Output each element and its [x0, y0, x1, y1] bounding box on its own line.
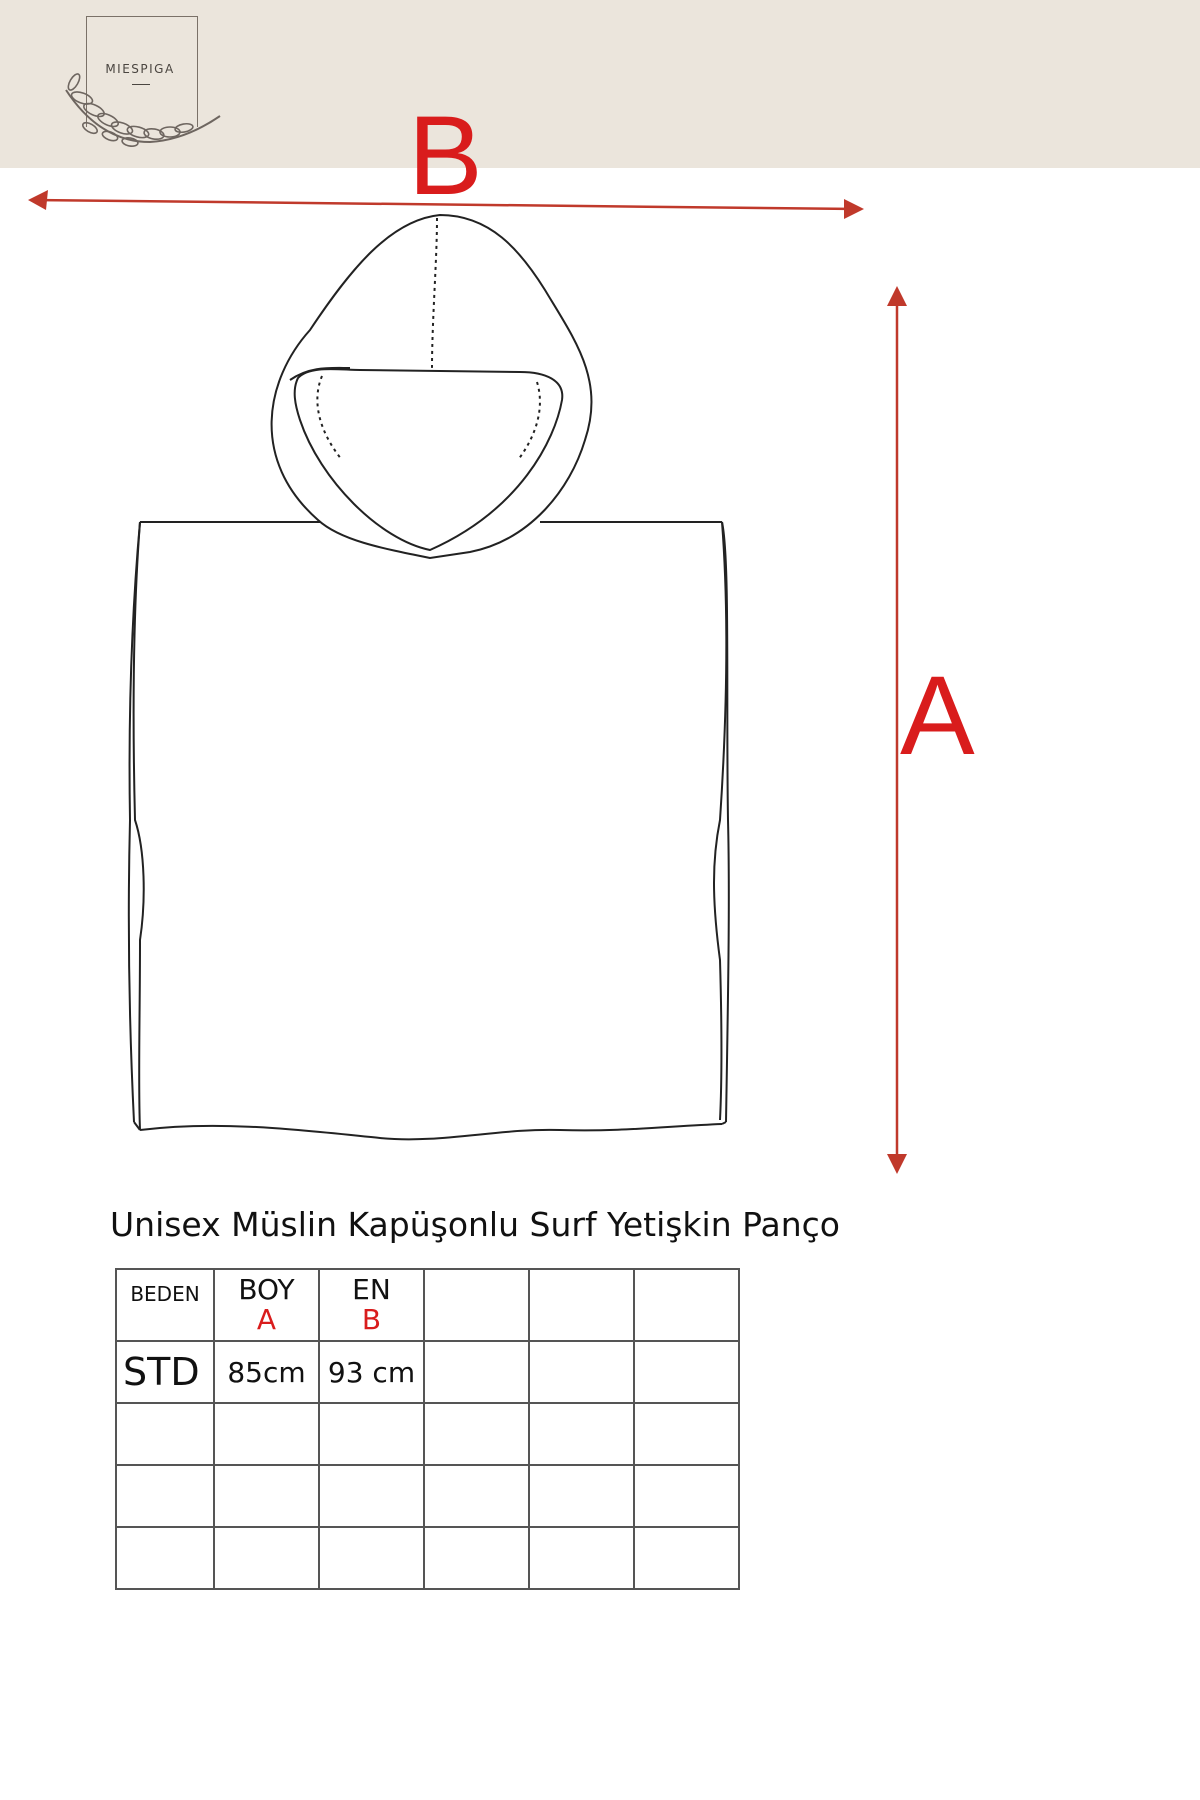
table-cell [634, 1403, 739, 1465]
table-cell [424, 1465, 529, 1527]
table-row [116, 1341, 739, 1403]
table-row [116, 1465, 739, 1527]
table-cell [529, 1341, 634, 1403]
column-header-boy [214, 1269, 319, 1341]
table-cell [319, 1403, 424, 1465]
table-cell [424, 1527, 529, 1589]
product-title: Unisex Müslin Kapüşonlu Surf Yetişkin Panço [110, 1205, 840, 1244]
column-header-empty [424, 1269, 529, 1341]
brand-name: MIESPIGA [105, 62, 175, 76]
table-cell [214, 1341, 319, 1403]
column-header-beden [116, 1269, 214, 1341]
column-header-label: BOY [238, 1273, 295, 1306]
table-row [116, 1527, 739, 1589]
column-header-label: BEDEN [130, 1282, 200, 1306]
column-header-empty [529, 1269, 634, 1341]
dimension-b-label: B [408, 93, 483, 218]
table-cell [214, 1403, 319, 1465]
table-cell [116, 1527, 214, 1589]
size-chart-table [115, 1268, 740, 1590]
table-row [116, 1403, 739, 1465]
table-cell [319, 1341, 424, 1403]
table-cell [116, 1465, 214, 1527]
poncho-outline [129, 215, 729, 1139]
column-header-empty [634, 1269, 739, 1341]
table-header-row [116, 1269, 739, 1341]
table-cell [116, 1403, 214, 1465]
table-cell [424, 1403, 529, 1465]
table-cell [319, 1465, 424, 1527]
column-header-dimension: B [361, 1303, 382, 1336]
table-cell [214, 1527, 319, 1589]
dimension-a-label: A [900, 653, 975, 778]
column-header-label: EN [352, 1273, 391, 1306]
table-cell [634, 1527, 739, 1589]
width-value: 93 cm [327, 1355, 416, 1389]
column-header-dimension: A [256, 1303, 277, 1336]
table-cell [319, 1527, 424, 1589]
column-header-en [319, 1269, 424, 1341]
table-cell [529, 1527, 634, 1589]
size-value: STD [123, 1350, 200, 1394]
table-cell [214, 1465, 319, 1527]
table-cell [529, 1403, 634, 1465]
table-cell [529, 1465, 634, 1527]
table-cell [634, 1465, 739, 1527]
table-cell [634, 1341, 739, 1403]
length-value: 85cm [227, 1355, 306, 1389]
table-cell [424, 1341, 529, 1403]
table-cell [116, 1341, 214, 1403]
